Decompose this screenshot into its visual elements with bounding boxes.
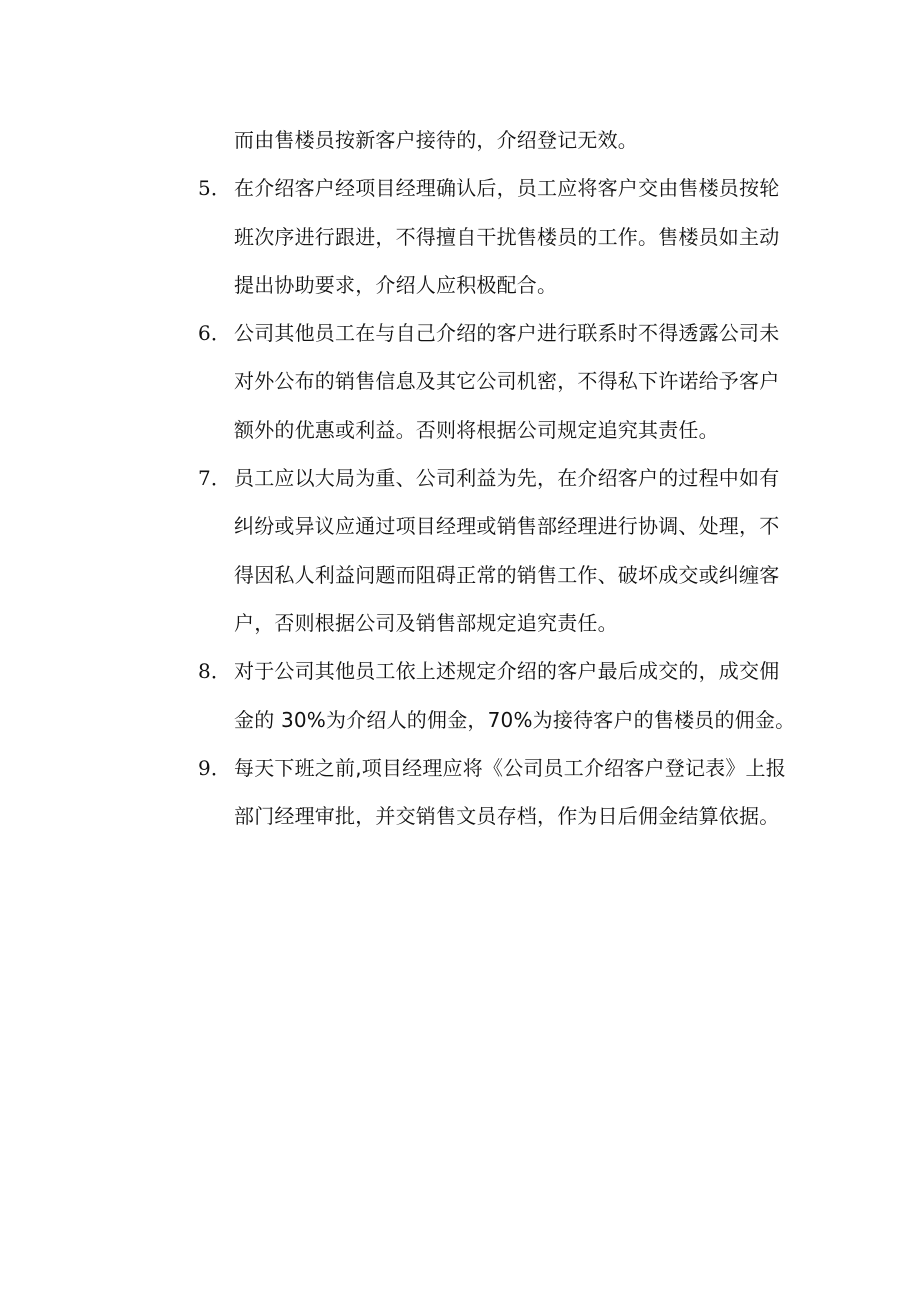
line-text: 对外公布的销售信息及其它公司机密，不得私下许诺给予客户 bbox=[234, 369, 780, 394]
text-line bbox=[198, 599, 798, 647]
line-text: 提出协助要求，介绍人应积极配合。 bbox=[234, 272, 558, 297]
line-text: 每天下班之前,项目经理应将《公司员工介绍客户登记表》上报 bbox=[234, 755, 786, 780]
list-item-7 bbox=[198, 454, 798, 502]
line-text: 而由售楼员按新客户接待的，介绍登记无效。 bbox=[234, 128, 638, 152]
line-text: 在介绍客户经项目经理确认后，员工应将客户交由售楼员按轮 bbox=[234, 176, 780, 201]
list-item-9 bbox=[198, 744, 798, 792]
text-line bbox=[198, 792, 798, 840]
text-line bbox=[198, 213, 798, 261]
list-item-8 bbox=[198, 647, 798, 695]
item-number: 7． bbox=[198, 466, 232, 491]
list-item-5 bbox=[198, 164, 798, 212]
line-text: 金的 30%为介绍人的佣金，70%为接待客户的售楼员的佣金。 bbox=[234, 707, 796, 732]
text-line bbox=[198, 116, 798, 164]
text-line bbox=[198, 261, 798, 309]
item-number: 8． bbox=[198, 659, 232, 684]
text-line bbox=[198, 502, 798, 550]
line-text: 公司其他员工在与自己介绍的客户进行联系时不得透露公司未 bbox=[234, 321, 780, 346]
line-text: 纠纷或异议应通过项目经理或销售部经理进行协调、处理，不 bbox=[234, 514, 780, 539]
line-text: 户，否则根据公司及销售部规定追究责任。 bbox=[234, 610, 618, 635]
document-body bbox=[198, 116, 798, 840]
item-number: 5． bbox=[198, 176, 232, 201]
text-line bbox=[198, 357, 798, 405]
line-text: 额外的优惠或利益。否则将根据公司规定追究其责任。 bbox=[234, 417, 719, 442]
line-text: 对于公司其他员工依上述规定介绍的客户最后成交的，成交佣 bbox=[234, 659, 780, 684]
text-line bbox=[198, 551, 798, 599]
line-text: 班次序进行跟进，不得擅自干扰售楼员的工作。售楼员如主动 bbox=[234, 224, 780, 249]
line-text: 得因私人利益问题而阻碍正常的销售工作、破坏成交或纠缠客 bbox=[234, 562, 780, 587]
text-line bbox=[198, 696, 798, 744]
item-number: 9． bbox=[198, 755, 232, 780]
line-text: 部门经理审批，并交销售文员存档，作为日后佣金结算依据。 bbox=[234, 804, 780, 829]
line-text: 员工应以大局为重、公司利益为先，在介绍客户的过程中如有 bbox=[234, 466, 780, 491]
item-number: 6． bbox=[198, 321, 232, 346]
text-line bbox=[198, 406, 798, 454]
list-item-6 bbox=[198, 309, 798, 357]
